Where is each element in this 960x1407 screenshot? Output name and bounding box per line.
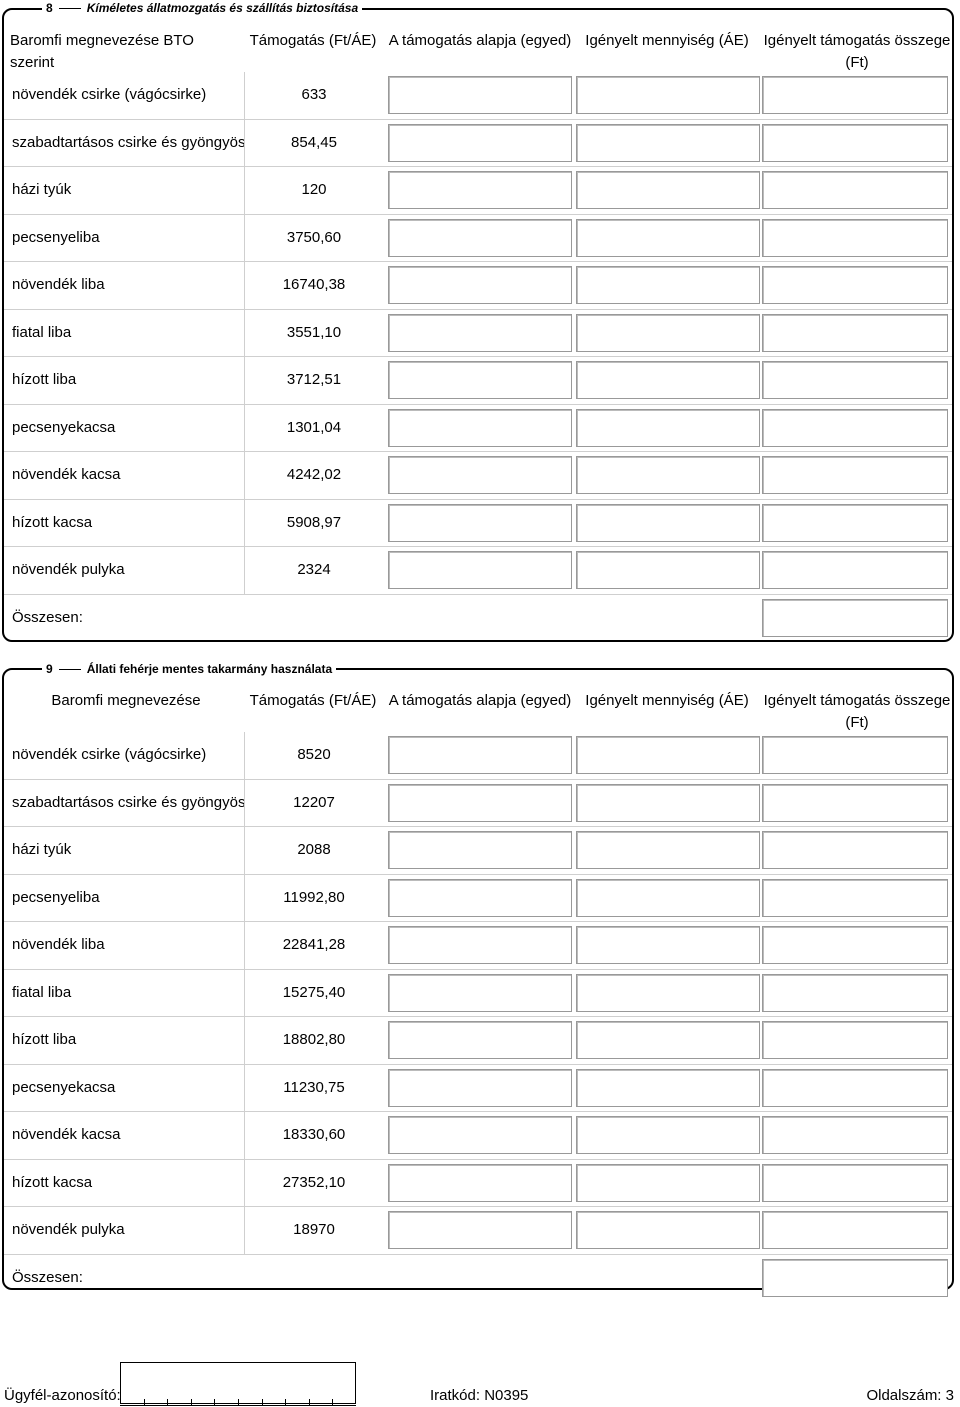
row-name: pecsenyekacsa — [12, 418, 116, 436]
basis-input[interactable] — [388, 974, 572, 1012]
quantity-input[interactable] — [576, 314, 760, 352]
quantity-input[interactable] — [576, 76, 760, 114]
basis-input[interactable] — [388, 551, 572, 589]
section-8-panel — [2, 1, 954, 642]
quantity-input[interactable] — [576, 784, 760, 822]
col-header-basis: A támogatás alapja (egyed) — [388, 32, 572, 49]
row-support-value: 3712,51 — [286, 371, 342, 388]
tick-mark — [191, 1399, 192, 1405]
col-header-name: Baromfi megnevezése — [51, 692, 201, 709]
legend-dash — [59, 8, 81, 9]
row-name: pecsenyeliba — [12, 888, 100, 906]
table-row — [4, 452, 952, 500]
basis-input[interactable] — [388, 361, 572, 399]
total-input[interactable] — [762, 1116, 948, 1154]
col-header-basis: A támogatás alapja (egyed) — [388, 692, 572, 709]
basis-input[interactable] — [388, 736, 572, 774]
table-row — [4, 970, 952, 1018]
quantity-input[interactable] — [576, 361, 760, 399]
basis-input[interactable] — [388, 124, 572, 162]
total-input[interactable] — [762, 1164, 948, 1202]
col-header-support: Támogatás (Ft/ÁE) — [249, 692, 377, 709]
row-name: növendék csirke (vágócsirke) — [12, 746, 207, 763]
table-row — [4, 922, 952, 970]
row-support-value: 16740,38 — [282, 276, 346, 293]
row-name: házi tyúk — [12, 841, 72, 858]
row-support-value: 12207 — [293, 793, 335, 811]
total-input[interactable] — [762, 361, 948, 399]
row-support-value: 1301,04 — [286, 418, 342, 436]
table-row — [4, 1065, 952, 1113]
row-support-value: 11230,75 — [283, 1078, 345, 1096]
row-support-value: 18802,80 — [282, 1031, 346, 1048]
row-name: növendék kacsa — [12, 1126, 121, 1143]
quantity-input[interactable] — [576, 1211, 760, 1249]
table-row — [4, 262, 952, 310]
grand-total-input[interactable] — [762, 599, 948, 637]
total-input[interactable] — [762, 736, 948, 774]
basis-input[interactable] — [388, 1021, 572, 1059]
total-input[interactable] — [762, 926, 948, 964]
tick-mark — [262, 1399, 263, 1405]
row-name: pecsenyeliba — [12, 228, 100, 246]
section-9-legend — [42, 661, 336, 677]
table-row — [4, 357, 952, 405]
client-id-tick-marks — [120, 1399, 356, 1406]
col-header-quantity: Igényelt mennyiség (ÁE) — [585, 692, 749, 709]
total-row — [4, 1255, 952, 1302]
quantity-input[interactable] — [576, 266, 760, 304]
section-9-number: 9 — [46, 662, 53, 676]
quantity-input[interactable] — [576, 1164, 760, 1202]
quantity-input[interactable] — [576, 831, 760, 869]
table-row — [4, 732, 952, 780]
table-row — [4, 72, 952, 120]
basis-input[interactable] — [388, 219, 572, 257]
table-row — [4, 1207, 952, 1255]
total-label: Összesen: — [12, 608, 83, 626]
quantity-input[interactable] — [576, 926, 760, 964]
quantity-input[interactable] — [576, 219, 760, 257]
total-input[interactable] — [762, 551, 948, 589]
tick-mark — [144, 1399, 145, 1405]
tick-mark — [309, 1399, 310, 1405]
total-input[interactable] — [762, 831, 948, 869]
table-row — [4, 215, 952, 263]
basis-input[interactable] — [388, 784, 572, 822]
row-name: szabadtartásos csirke és gyöngyös — [12, 133, 246, 151]
row-support-value: 8520 — [297, 746, 331, 763]
tick-mark — [167, 1399, 168, 1405]
section-8-legend — [42, 0, 362, 16]
row-name: hízott liba — [12, 1031, 77, 1048]
basis-input[interactable] — [388, 1211, 572, 1249]
section-9-rows — [4, 732, 952, 1301]
basis-input[interactable] — [388, 1116, 572, 1154]
total-input[interactable] — [762, 409, 948, 447]
total-input[interactable] — [762, 266, 948, 304]
table-row — [4, 547, 952, 595]
basis-input[interactable] — [388, 456, 572, 494]
quantity-input[interactable] — [576, 1069, 760, 1107]
basis-input[interactable] — [388, 409, 572, 447]
row-name: növendék csirke (vágócsirke) — [12, 86, 207, 103]
section-8-header — [4, 28, 952, 72]
basis-input[interactable] — [388, 171, 572, 209]
col-header-quantity: Igényelt mennyiség (ÁE) — [585, 32, 749, 49]
section-8-rows — [4, 72, 952, 641]
table-row — [4, 1112, 952, 1160]
row-name: hízott kacsa — [12, 1173, 93, 1191]
row-support-value: 27352,10 — [282, 1173, 346, 1191]
tick-mark — [332, 1399, 333, 1405]
col-header-total: Igényelt támogatás összege (Ft) — [763, 32, 951, 71]
basis-input[interactable] — [388, 831, 572, 869]
row-support-value: 15275,40 — [282, 983, 346, 1001]
total-input[interactable] — [762, 124, 948, 162]
row-support-value: 5908,97 — [286, 513, 342, 531]
section-9-title: Állati fehérje mentes takarmány használata — [86, 662, 333, 676]
total-input[interactable] — [762, 1021, 948, 1059]
row-support-value: 3551,10 — [286, 323, 342, 341]
table-row — [4, 500, 952, 548]
row-support-value: 2088 — [297, 841, 331, 858]
basis-input[interactable] — [388, 314, 572, 352]
total-row — [4, 595, 952, 642]
section-8-title: Kíméletes állatmozgatás és szállítás biztosítása — [86, 1, 359, 15]
col-header-name: Baromfi megnevezése BTO szerint — [10, 32, 194, 71]
table-row — [4, 1160, 952, 1208]
total-input[interactable] — [762, 974, 948, 1012]
basis-input[interactable] — [388, 879, 572, 917]
total-input[interactable] — [762, 1211, 948, 1249]
quantity-input[interactable] — [576, 879, 760, 917]
row-support-value: 18330,60 — [282, 1126, 346, 1143]
row-support-value: 854,45 — [291, 133, 337, 151]
client-id-label: Ügyfél-azonosító: — [4, 1387, 121, 1404]
total-input[interactable] — [762, 76, 948, 114]
row-name: pecsenyekacsa — [12, 1078, 116, 1096]
col-header-total: Igényelt támogatás összege (Ft) — [763, 692, 951, 731]
row-name: fiatal liba — [12, 323, 72, 341]
total-label: Összesen: — [12, 1268, 83, 1286]
row-name: hízott kacsa — [12, 513, 93, 531]
row-support-value: 18970 — [293, 1221, 335, 1238]
total-input[interactable] — [762, 219, 948, 257]
row-name: házi tyúk — [12, 181, 72, 198]
total-input[interactable] — [762, 456, 948, 494]
quantity-input[interactable] — [576, 1021, 760, 1059]
row-support-value: 3750,60 — [286, 228, 342, 246]
table-row — [4, 780, 952, 828]
row-name: növendék pulyka — [12, 1221, 125, 1238]
grand-total-input[interactable] — [762, 1259, 948, 1297]
row-support-value: 11992,80 — [283, 888, 345, 906]
basis-input[interactable] — [388, 1069, 572, 1107]
quantity-input[interactable] — [576, 736, 760, 774]
table-row — [4, 310, 952, 358]
basis-input[interactable] — [388, 1164, 572, 1202]
table-row — [4, 405, 952, 453]
row-support-value: 2324 — [297, 561, 331, 578]
quantity-input[interactable] — [576, 456, 760, 494]
legend-dash — [59, 669, 81, 670]
table-row — [4, 827, 952, 875]
total-input[interactable] — [762, 171, 948, 209]
row-name: szabadtartásos csirke és gyöngyös — [12, 793, 246, 811]
quantity-input[interactable] — [576, 409, 760, 447]
total-input[interactable] — [762, 504, 948, 542]
quantity-input[interactable] — [576, 504, 760, 542]
row-support-value: 4242,02 — [286, 466, 342, 483]
table-row — [4, 167, 952, 215]
total-input[interactable] — [762, 1069, 948, 1107]
row-support-value: 120 — [301, 181, 327, 198]
col-header-support: Támogatás (Ft/ÁE) — [249, 32, 377, 49]
client-id-field[interactable] — [120, 1362, 356, 1404]
quantity-input[interactable] — [576, 124, 760, 162]
row-name: növendék liba — [12, 936, 105, 953]
basis-input[interactable] — [388, 266, 572, 304]
page-number: Oldalszám: 3 — [866, 1387, 954, 1404]
row-name: hízott liba — [12, 371, 77, 388]
table-row — [4, 1017, 952, 1065]
row-name: növendék kacsa — [12, 466, 121, 483]
section-9-header — [4, 688, 952, 732]
total-input[interactable] — [762, 314, 948, 352]
quantity-input[interactable] — [576, 551, 760, 589]
row-support-value: 633 — [301, 86, 327, 103]
total-input[interactable] — [762, 784, 948, 822]
document-code: Iratkód: N0395 — [430, 1387, 529, 1404]
tick-mark — [285, 1399, 286, 1405]
section-9-panel — [2, 662, 954, 1290]
tick-mark — [214, 1399, 215, 1405]
basis-input[interactable] — [388, 504, 572, 542]
row-name: növendék pulyka — [12, 561, 125, 578]
row-support-value: 22841,28 — [282, 936, 346, 953]
basis-input[interactable] — [388, 926, 572, 964]
page-footer — [0, 1385, 960, 1407]
row-name: növendék liba — [12, 276, 105, 293]
total-input[interactable] — [762, 879, 948, 917]
quantity-input[interactable] — [576, 1116, 760, 1154]
tick-mark — [238, 1399, 239, 1405]
section-8-number: 8 — [46, 1, 53, 15]
table-row — [4, 875, 952, 923]
quantity-input[interactable] — [576, 171, 760, 209]
basis-input[interactable] — [388, 76, 572, 114]
table-row — [4, 120, 952, 168]
quantity-input[interactable] — [576, 974, 760, 1012]
row-name: fiatal liba — [12, 983, 72, 1001]
